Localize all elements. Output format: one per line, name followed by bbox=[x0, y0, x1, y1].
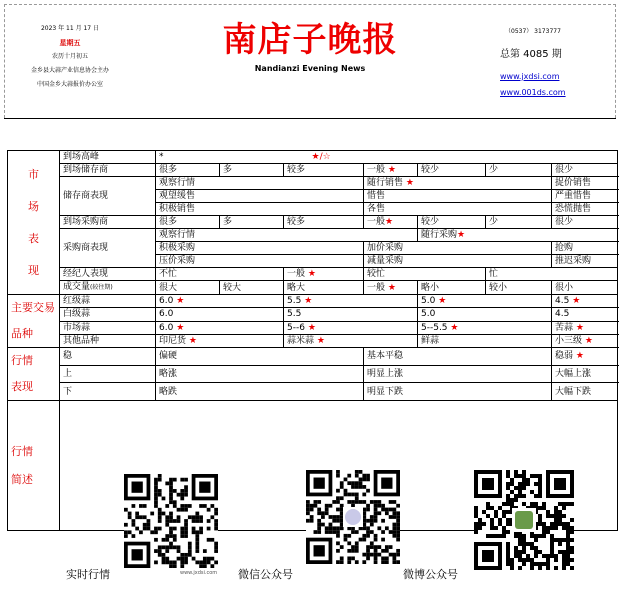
header-left-info bbox=[0, 22, 140, 92]
header-divider bbox=[4, 118, 616, 119]
storer-option: 随行销售 bbox=[367, 178, 404, 188]
trend-option: 略涨 bbox=[159, 368, 178, 379]
variety-price: 4.5 bbox=[555, 296, 570, 307]
volume-option: 一般 bbox=[367, 282, 386, 293]
volume-option: 很小 bbox=[555, 282, 574, 293]
buyer-count-option: 少 bbox=[489, 217, 499, 227]
weekday: 星期五 bbox=[59, 39, 81, 47]
qr-caption-wechat: 微信公众号 bbox=[238, 568, 293, 581]
storer-option: 捉价销售 bbox=[555, 178, 592, 188]
website-link-1[interactable]: www.jxdsi.com bbox=[500, 72, 560, 81]
storer-option: 恐慌抛售 bbox=[555, 204, 592, 214]
qr-code-weibo[interactable] bbox=[474, 470, 574, 574]
row-label-arrival-buyer: 到场采购商 bbox=[63, 217, 109, 227]
variety-name: 其他品种 bbox=[63, 335, 100, 346]
variety-price: 5.0 bbox=[421, 296, 436, 307]
row-label-arrival-peak: 到场高峰 bbox=[63, 152, 100, 162]
variety-price: 5--6 bbox=[287, 322, 305, 333]
section-trend-label: 行情表现 bbox=[11, 354, 33, 393]
buyer-count-option: 很少 bbox=[555, 217, 574, 227]
broker-option: 忙 bbox=[489, 269, 499, 279]
broker-option: 不忙 bbox=[159, 269, 178, 279]
arrival-peak-mark: ★/☆ bbox=[311, 152, 331, 162]
trend-label: 下 bbox=[63, 386, 73, 397]
row-label-buyer bbox=[60, 229, 156, 268]
stock-option: 较多 bbox=[287, 165, 306, 175]
trend-label: 上 bbox=[63, 368, 73, 379]
newspaper-subtitle: Nandianzi Evening News bbox=[254, 64, 366, 73]
issue-date: 2023 年 11 月 17 日 bbox=[40, 25, 100, 32]
stock-option: 较少 bbox=[421, 165, 440, 175]
volume-option: 很大 bbox=[159, 282, 178, 293]
buyer-option: 观察行情 bbox=[159, 230, 196, 240]
storer-label: 储存商表现 bbox=[63, 191, 109, 201]
arrival-peak-value: * bbox=[159, 152, 164, 162]
row-label-storer bbox=[60, 177, 156, 216]
trend-option: 偏硬 bbox=[159, 351, 178, 362]
storer-option: 严重惜售 bbox=[555, 191, 592, 201]
buyer-option: 随行采购 bbox=[421, 230, 458, 240]
buyer-option: 推迟采购 bbox=[555, 256, 592, 266]
volume-option: 较大 bbox=[223, 282, 242, 293]
newspaper-title: 南店子晚报 bbox=[222, 20, 398, 60]
office: 中国金乡大蒜报价办公室 bbox=[36, 81, 103, 88]
buyer-count-option: 很多 bbox=[159, 217, 178, 227]
website-link-2[interactable]: www.001ds.com bbox=[500, 88, 566, 97]
variety-name: 白级蒜 bbox=[63, 309, 91, 320]
market-report-table: 市场表现 到场高峰 * ★/☆ 到场储存商 很多 多 较多 一般 ★ 较少 少 很少 储存商表现 观察行情 随行销售 ★ 捉价销售 观望缓售 惜售 严重惜售 积极销售 各售 恐慌抛售 到场采购商 很多 多 较多 一般★ 较少 少 很少 采购商表现 观察行情 随行采购★ 积极采购 加价采购 抢购 压价采购 减量采购 推迟采购 经纪人表现 不忙 一般 ★ 较忙 忙 成交量(较往期) 很大 较大 略大 一般 ★ 略小 较小 很小 主要交易品种 红级蒜 6.0 ★ 5.5 ★ 5.0 ★ 4.5 ★ 白级蒜 6.0 5.5 5.0 4.5 市场蒜 6.0 ★ 5--6 ★ 5--5.5 ★ 苦蒜 ★ 其他品种 印尼货 ★ 蒜米蒜 ★ 鲜蒜 小三级 ★ 行情表现 稳 偏硬 基本平稳 稳弱 ★ 上 略涨 明显上涨 大幅上涨 下 略跌 明显下跌 大幅下跌 行情简述 bbox=[7, 150, 618, 531]
variety-price: 小三级 bbox=[555, 335, 583, 346]
buyer-label: 采购商表现 bbox=[63, 243, 109, 253]
variety-price: 5--5.5 bbox=[421, 322, 448, 333]
storer-option: 观察行情 bbox=[159, 178, 196, 188]
broker-option: 一般 bbox=[287, 269, 306, 279]
buyer-option: 抢购 bbox=[555, 243, 574, 253]
variety-price: 印尼货 bbox=[159, 335, 187, 346]
volume-option: 略大 bbox=[287, 282, 306, 293]
phone-number: （0537） 3173777 bbox=[505, 28, 561, 35]
trend-option: 基本平稳 bbox=[367, 351, 404, 362]
volume-option: 较小 bbox=[489, 282, 508, 293]
stock-option: 一般 bbox=[367, 165, 386, 175]
variety-price: 6.0 bbox=[159, 322, 174, 333]
organizer: 金乡县大蒜产业信息协会主办 bbox=[30, 67, 109, 74]
storer-option: 观望缓售 bbox=[159, 191, 196, 201]
qr-caption-weibo: 微博公众号 bbox=[403, 568, 458, 581]
buyer-option: 积极采购 bbox=[159, 243, 196, 253]
trend-option: 稳弱 bbox=[555, 351, 574, 362]
stock-option: 少 bbox=[489, 165, 499, 175]
section-market-label: 市场表现 bbox=[28, 167, 39, 277]
variety-price: 蒜米蒜 bbox=[287, 335, 315, 346]
stock-option: 很少 bbox=[555, 165, 574, 175]
qr-code-wechat[interactable] bbox=[306, 470, 400, 568]
trend-option: 明显下跌 bbox=[367, 386, 404, 397]
trend-option: 大幅下跌 bbox=[555, 386, 592, 397]
trend-option: 略跌 bbox=[159, 386, 178, 397]
stock-option: 很多 bbox=[159, 165, 178, 175]
variety-name: 红级蒜 bbox=[63, 296, 91, 307]
section-trend bbox=[8, 348, 60, 401]
trend-label: 稳 bbox=[63, 351, 73, 362]
volume-option: 略小 bbox=[421, 282, 440, 293]
row-label-volume: 成交量 bbox=[63, 282, 91, 292]
section-varieties bbox=[8, 295, 60, 348]
buyer-option: 压价采购 bbox=[159, 256, 196, 266]
buyer-count-option: 多 bbox=[223, 217, 233, 227]
variety-price: 5.5 bbox=[287, 296, 302, 307]
variety-price: 5.0 bbox=[421, 309, 436, 320]
broker-option: 较忙 bbox=[367, 269, 386, 279]
trend-option: 明显上涨 bbox=[367, 368, 404, 379]
section-desc bbox=[8, 401, 60, 531]
row-label-arrival-stock: 到场储存商 bbox=[63, 165, 109, 175]
storer-option: 惜售 bbox=[367, 191, 386, 201]
storer-option: 积极销售 bbox=[159, 204, 196, 214]
qr-caption-url: www.jxdsi.com bbox=[180, 570, 218, 576]
variety-price: 苦蒜 bbox=[555, 322, 574, 333]
row-label-broker: 经纪人表现 bbox=[63, 269, 109, 279]
variety-price: 鲜蒜 bbox=[421, 335, 440, 346]
qr-code-realtime[interactable] bbox=[124, 474, 218, 572]
buyer-count-option: 较少 bbox=[421, 217, 440, 227]
section-desc-label: 行情简述 bbox=[11, 444, 33, 486]
buyer-option: 减量采购 bbox=[367, 256, 404, 266]
variety-name: 市场蒜 bbox=[63, 322, 91, 333]
volume-note: (较往期) bbox=[90, 284, 113, 291]
buyer-count-option: 一般 bbox=[367, 217, 386, 227]
variety-price: 6.0 bbox=[159, 296, 174, 307]
storer-option: 各售 bbox=[367, 204, 386, 214]
section-market bbox=[8, 151, 60, 295]
section-varieties-label: 主要交易品种 bbox=[11, 301, 55, 340]
stock-option: 多 bbox=[223, 165, 233, 175]
issue-number: 总第 4085 期 bbox=[500, 49, 562, 60]
trend-option: 大幅上涨 bbox=[555, 368, 592, 379]
variety-price: 6.0 bbox=[159, 309, 174, 320]
variety-price: 5.5 bbox=[287, 309, 302, 320]
buyer-option: 加价采购 bbox=[367, 243, 404, 253]
qr-caption-realtime: 实时行情 bbox=[66, 568, 110, 581]
lunar-date: 农历十月初五 bbox=[51, 53, 88, 60]
variety-price: 4.5 bbox=[555, 309, 570, 320]
buyer-count-option: 较多 bbox=[287, 217, 306, 227]
